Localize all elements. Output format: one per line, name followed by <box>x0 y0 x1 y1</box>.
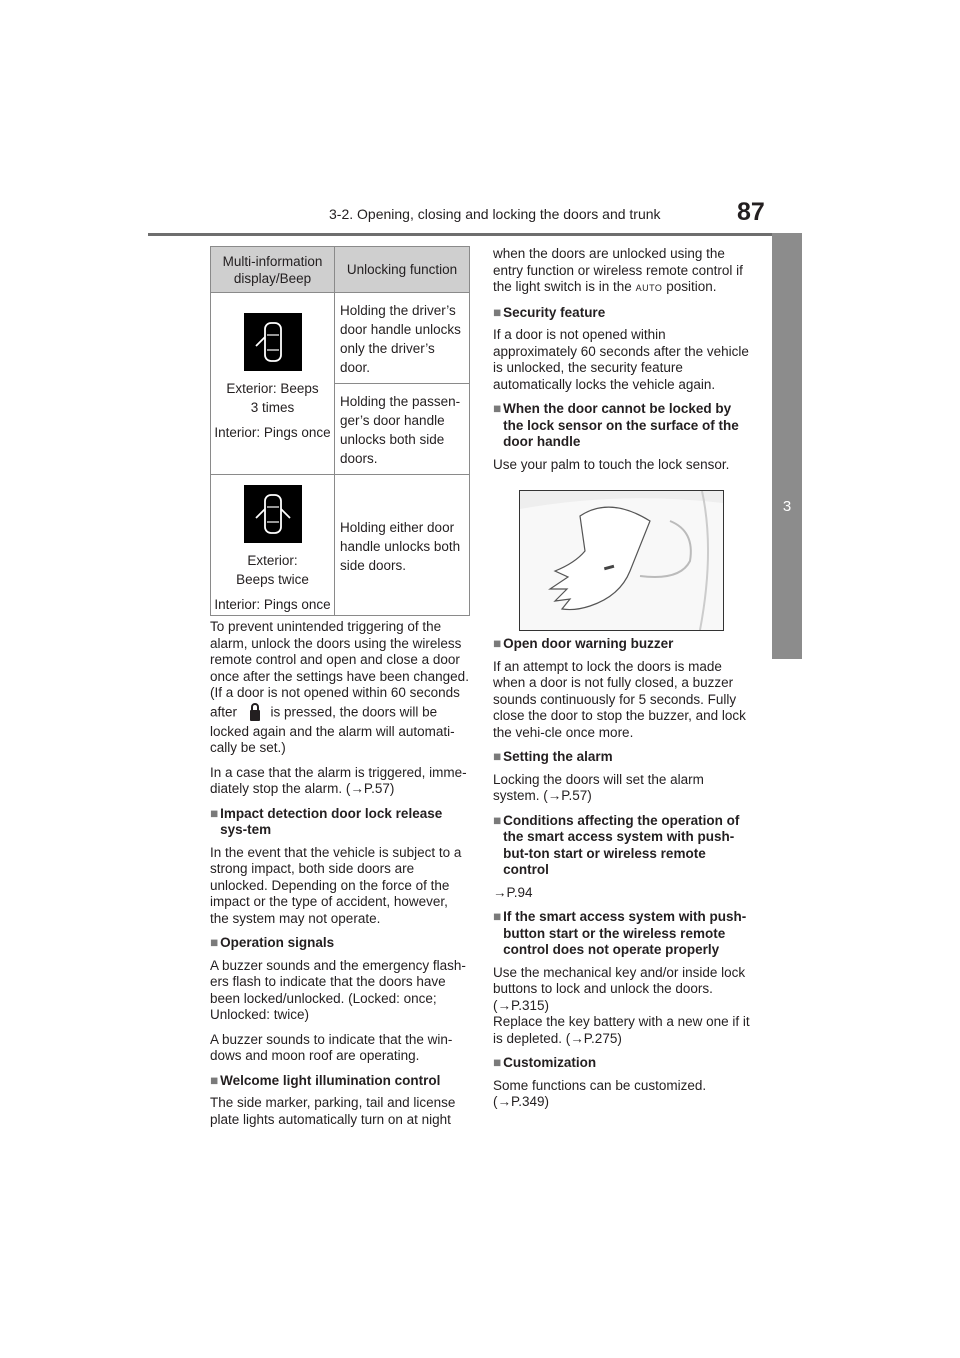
conditions-paragraph: →P.94 <box>493 884 533 900</box>
driver-door-unlock-display-icon <box>244 313 302 371</box>
alarm-stop-paragraph: In a case that the alarm is triggered, imme-diately stop the alarm. (→P.57) <box>210 764 467 796</box>
alarm-paragraph: Locking the doors will set the alarm system. (→P.57) <box>493 771 704 803</box>
table-row1-indicator <box>211 293 335 475</box>
right-column-top <box>493 246 753 481</box>
impact-heading: ■ Impact detection door lock release sys-tem <box>210 805 443 837</box>
row1-exterior-beep: Exterior: Beeps 3 times <box>226 381 319 415</box>
row1-interior-ping: Interior: Pings once <box>214 425 331 440</box>
buzzer-heading: ■ Open door warning buzzer <box>493 636 674 651</box>
auto-position-icon: AUTO <box>635 283 663 293</box>
impact-paragraph: In the event that the vehicle is subject to a strong impact, both side doors are unlocked. Depending on the force of the impact or the type of accident, however, the system may not operate. <box>210 844 462 926</box>
chapter-tab <box>772 233 820 662</box>
welcome-continuation: when the doors are unlocked using the entry function or wireless remote control if the light switch is in the AUTO position. <box>493 246 743 294</box>
header-divider <box>148 233 801 236</box>
buzzer-paragraph: If an attempt to lock the doors is made when a door is not fully closed, a buzzer sounds continuously for 5 seconds. Fully close the door to stop the buzzer, and lock the vehi-cle once more. <box>493 658 746 740</box>
section-title: 3-2. Opening, closing and locking the doors and trunk <box>329 206 661 222</box>
both-doors-unlock-display-icon <box>244 485 302 543</box>
row1-function-driver: Holding the driver’s door handle unlocks only the driver’s door. <box>335 293 470 384</box>
right-column-bottom <box>493 636 753 1119</box>
security-heading: ■ Security feature <box>493 304 606 320</box>
hand-on-door-handle-image <box>520 491 723 630</box>
conditions-heading: ■ Conditions affecting the operation of the smart access system with push-but-ton start or wireless remote control <box>493 812 740 877</box>
lock-icon <box>241 702 267 724</box>
lock-sensor-illustration <box>519 490 724 631</box>
chapter-label: Before driving <box>804 581 820 662</box>
row2-exterior-beep: Exterior: Beeps twice <box>236 553 309 587</box>
signals-paragraph-2: A buzzer sounds to indicate that the win-dows and moon roof are operating. <box>210 1031 453 1063</box>
alarm-heading: ■ Setting the alarm <box>493 749 613 764</box>
not-operating-paragraph-1: Use the mechanical key and/or inside lock buttons to lock and unlock the doors. (→P.315) <box>493 964 746 1013</box>
table-header-display: Multi-information display/Beep <box>211 247 335 293</box>
customization-paragraph: Some functions can be customized. (→P.349) <box>493 1077 707 1109</box>
table-row2-indicator <box>211 475 335 616</box>
row2-interior-ping: Interior: Pings once <box>214 597 331 612</box>
cannot-lock-heading: ■ When the door cannot be locked by the lock sensor on the surface of the door handle <box>493 401 739 449</box>
security-paragraph: If a door is not opened within approximately 60 seconds after the vehicle is unlocked, the security feature automatically locks the vehicle again. <box>493 327 749 392</box>
page-number: 87 <box>737 198 765 226</box>
cannot-lock-paragraph: Use your palm to touch the lock sensor. <box>493 456 730 472</box>
welcome-heading: ■ Welcome light illumination control <box>210 1072 441 1088</box>
alarm-setup-paragraph: To prevent unintended triggering of the alarm, unlock the doors using the wireless remote control and open and close a door once after the settings have been changed. (If a door is not opened within 60 seconds after is pressed, the doors will be locked again and the alarm will automati-cally be set.) <box>210 619 469 755</box>
row1-function-passenger: Holding the passen-ger’s door handle unlocks both side doors. <box>335 384 470 475</box>
welcome-paragraph: The side marker, parking, tail and license plate lights automatically turn on at night <box>210 1095 456 1127</box>
unlocking-function-table <box>210 246 470 616</box>
signals-heading: ■ Operation signals <box>210 935 335 950</box>
table-header-function: Unlocking function <box>335 247 470 293</box>
left-column <box>210 619 470 1136</box>
signals-paragraph-1: A buzzer sounds and the emergency flash-ers flash to indicate that the doors have been locked/unlocked. (Locked: once; Unlocked: twice) <box>210 957 466 1022</box>
not-operating-paragraph-2: Replace the key battery with a new one if it is depleted. (→P.275) <box>493 1014 750 1046</box>
customization-heading: ■ Customization <box>493 1055 597 1070</box>
chapter-number: 3 <box>782 498 792 515</box>
row2-function: Holding either door handle unlocks both side doors. <box>335 475 470 616</box>
not-operating-heading: ■ If the smart access system with push-button start or the wireless remote control does not operate properly <box>493 909 747 957</box>
